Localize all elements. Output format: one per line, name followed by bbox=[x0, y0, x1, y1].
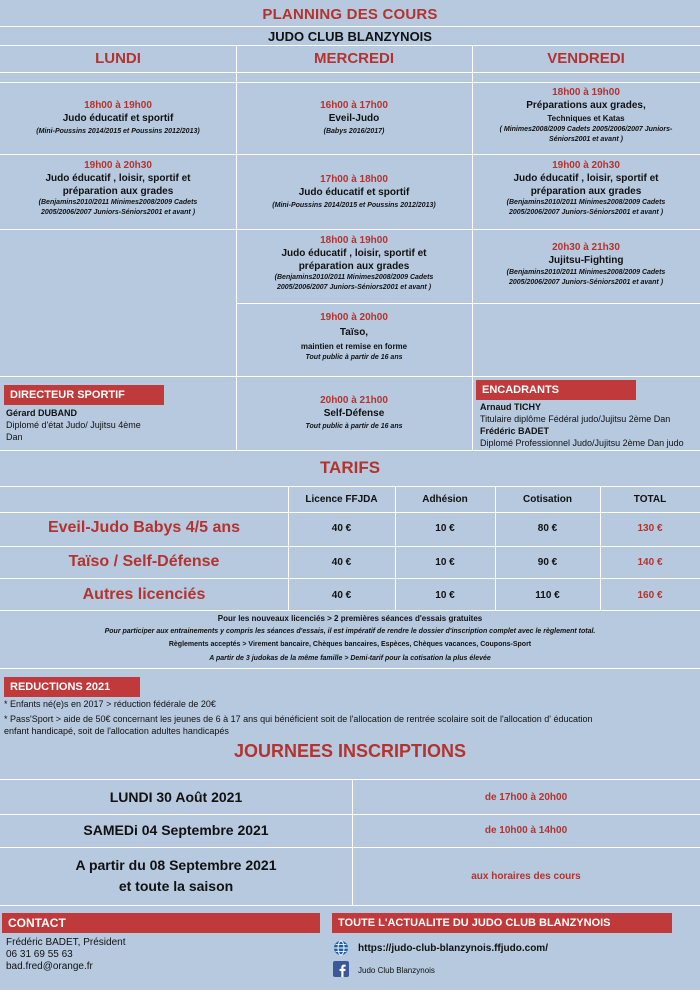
contact-info bbox=[6, 937, 126, 973]
slot-time: 16h00 à 17h00 bbox=[320, 100, 388, 111]
col-licence: Licence FFJDA bbox=[305, 494, 378, 505]
slot-ages: (Benjamins2010/2011 Minimes2008/2009 Cadets bbox=[274, 274, 434, 281]
slot-time: 19h00 à 20h30 bbox=[552, 160, 620, 171]
encadrant-desc: Titulaire diplôme Fédéral judo/Jujitsu 2ème Dan bbox=[480, 414, 671, 424]
encadrant-desc: Diplomé Professionnel Judo/Jujitsu 2ème Dan judo bbox=[480, 438, 684, 448]
divider bbox=[0, 546, 700, 547]
directeur-name: Gérard DUBAND bbox=[6, 408, 78, 418]
slot-vendredi-3 bbox=[472, 241, 700, 288]
slot-ages: (Benjamins2010/2011 Minimes2008/2009 Cadets bbox=[38, 199, 198, 206]
divider bbox=[0, 26, 700, 27]
slot-course: Techniques et Katas bbox=[547, 114, 625, 123]
slot-time: 17h00 à 18h00 bbox=[320, 174, 388, 185]
cell-adhesion: 10 € bbox=[435, 557, 455, 568]
slot-ages: (Mini-Poussins 2014/2015 et Poussins 2012/2013) bbox=[36, 128, 200, 135]
contact-email[interactable]: bad.fred@orange.fr bbox=[6, 961, 93, 972]
directeur-line: Dan bbox=[6, 432, 23, 442]
slot-course: Judo éducatif , loisir, sportif et bbox=[45, 173, 191, 184]
slot-ages: (Benjamins2010/2011 Minimes2008/2009 Cadets bbox=[506, 199, 666, 206]
grid-line bbox=[0, 450, 700, 451]
slot-course: préparation aux grades bbox=[530, 186, 642, 197]
slot-course: Préparations aux grades, bbox=[526, 100, 646, 111]
col-total: TOTAL bbox=[633, 494, 667, 505]
col-adhesion: Adhésion bbox=[422, 494, 468, 505]
slot-course: Judo éducatif et sportif bbox=[298, 187, 410, 198]
encadrants-info bbox=[480, 401, 684, 449]
slot-course: Taïso, bbox=[339, 327, 369, 338]
cell-licence: 40 € bbox=[331, 557, 352, 568]
day-mercredi: MERCREDI bbox=[313, 50, 394, 67]
slot-ages: Tout public à partir de 16 ans bbox=[305, 423, 403, 430]
cell-licence: 40 € bbox=[331, 523, 352, 534]
slot-vendredi-2 bbox=[472, 159, 700, 218]
cell-cotisation: 110 € bbox=[535, 590, 560, 601]
facebook-icon bbox=[333, 961, 349, 977]
divider bbox=[0, 578, 700, 579]
inscription-hours: de 17h00 à 20h00 bbox=[484, 792, 568, 803]
grid-line bbox=[0, 229, 700, 230]
slot-mercredi-3 bbox=[236, 234, 472, 293]
cell-adhesion: 10 € bbox=[435, 523, 455, 534]
slot-time: 19h00 à 20h30 bbox=[84, 160, 152, 171]
contact-phone: 06 31 69 55 63 bbox=[6, 949, 73, 960]
actualite-label: TOUTE L'ACTUALITE DU JUDO CLUB BLANZYNOIS bbox=[332, 913, 672, 933]
tarifs-title: TARIFS bbox=[319, 458, 381, 477]
slot-time: 20h00 à 21h00 bbox=[320, 395, 388, 406]
directeur-label: DIRECTEUR SPORTIF bbox=[4, 385, 164, 405]
website-link[interactable]: https://judo-club-blanzynois.ffjudo.com/ bbox=[358, 943, 548, 954]
slot-ages: (Benjamins2010/2011 Minimes2008/2009 Cadets bbox=[506, 269, 666, 276]
slot-course: Jujitsu-Fighting bbox=[548, 255, 624, 266]
cell-total: 160 € bbox=[637, 590, 663, 601]
inscription-date: A partir du 08 Septembre 2021 bbox=[75, 857, 277, 873]
inscriptions-title: JOURNEES INSCRIPTIONS bbox=[233, 741, 467, 761]
grid-line bbox=[472, 303, 700, 304]
directeur-line: Diplomé d'état Judo/ Jujitsu 4ème bbox=[6, 420, 141, 430]
slot-course: Judo éducatif , loisir, sportif et bbox=[513, 173, 659, 184]
day-vendredi: VENDREDI bbox=[547, 50, 625, 67]
slot-ages: (Mini-Poussins 2014/2015 et Poussins 2012/2013) bbox=[272, 202, 436, 209]
row-label: Eveil-Judo Babys 4/5 ans bbox=[47, 519, 241, 536]
slot-course: Judo éducatif , loisir, sportif et bbox=[281, 248, 427, 259]
col-cotisation: Cotisation bbox=[523, 494, 572, 505]
slot-course: préparation aux grades bbox=[298, 261, 410, 272]
slot-mercredi-1 bbox=[236, 99, 472, 137]
inscription-date: et toute la saison bbox=[118, 878, 234, 894]
slot-time: 19h00 à 20h00 bbox=[320, 312, 388, 323]
grid-line bbox=[236, 303, 472, 304]
tarifs-note: Pour les nouveaux licenciés > 2 premières séances d'essais gratuites bbox=[217, 614, 483, 623]
slot-ages: ( Minimes2008/2009 Cadets 2005/2006/2007 Juniors- bbox=[499, 126, 673, 133]
inscription-date: SAMEDi 04 Septembre 2021 bbox=[83, 822, 269, 838]
slot-time: 18h00 à 19h00 bbox=[320, 235, 388, 246]
row-label: Autres licenciés bbox=[82, 586, 206, 603]
slot-ages: 2005/2006/2007 Juniors-Séniors2001 et avant ) bbox=[508, 279, 664, 286]
divider bbox=[0, 512, 700, 513]
slot-time: 20h30 à 21h30 bbox=[552, 242, 620, 253]
slot-ages: Tout public à partir de 16 ans bbox=[305, 354, 403, 361]
cell-total: 140 € bbox=[637, 557, 663, 568]
slot-mercredi-4 bbox=[236, 311, 472, 363]
globe-icon bbox=[333, 940, 349, 956]
slot-lundi-2 bbox=[0, 159, 236, 218]
slot-mercredi-5 bbox=[236, 394, 472, 432]
encadrant-name: Frédéric BADET bbox=[480, 426, 550, 436]
cell-licence: 40 € bbox=[331, 590, 352, 601]
slot-ages: 2005/2006/2007 Juniors-Séniors2001 et avant ) bbox=[276, 284, 432, 291]
encadrants-label: ENCADRANTS bbox=[476, 380, 636, 400]
cell-cotisation: 90 € bbox=[537, 557, 558, 568]
divider bbox=[0, 847, 700, 848]
slot-course: Self-Défense bbox=[323, 408, 385, 419]
slot-course: préparation aux grades bbox=[62, 186, 174, 197]
divider bbox=[0, 610, 700, 611]
tarifs-note: A partir de 3 judokas de la même famille > Demi-tarif pour la cotisation la plus élevée bbox=[209, 655, 491, 662]
divider bbox=[0, 486, 700, 487]
slot-course: maintien et remise en forme bbox=[300, 342, 408, 351]
cell-total: 130 € bbox=[637, 523, 663, 534]
page-title: PLANNING DES COURS bbox=[262, 6, 438, 23]
encadrant-name: Arnaud TICHY bbox=[480, 402, 542, 412]
contact-label: CONTACT bbox=[2, 913, 320, 933]
directeur-info bbox=[6, 407, 141, 443]
inscription-date: LUNDI 30 Août 2021 bbox=[109, 789, 243, 805]
row-label: Taïso / Self-Défense bbox=[68, 553, 220, 570]
slot-ages: (Babys 2016/2017) bbox=[323, 128, 385, 135]
slot-course: Judo éducatif et sportif bbox=[62, 113, 174, 124]
divider bbox=[0, 82, 700, 83]
slot-lundi-1 bbox=[0, 99, 236, 137]
slot-time: 18h00 à 19h00 bbox=[552, 87, 620, 98]
divider bbox=[0, 779, 700, 780]
club-name: JUDO CLUB BLANZYNOIS bbox=[268, 29, 432, 44]
divider bbox=[0, 45, 700, 46]
grid-line bbox=[0, 376, 700, 377]
slot-course: Eveil-Judo bbox=[328, 113, 380, 124]
cell-adhesion: 10 € bbox=[435, 590, 455, 601]
slot-time: 18h00 à 19h00 bbox=[84, 100, 152, 111]
divider bbox=[0, 668, 700, 669]
reductions-item: * Enfants né(e)s en 2017 > réduction fédérale de 20€ bbox=[4, 699, 216, 709]
inscription-hours: de 10h00 à 14h00 bbox=[484, 825, 568, 836]
reductions-item: enfant handicapé, soit de l'allocation adultes handicapés bbox=[4, 726, 229, 736]
divider bbox=[0, 814, 700, 815]
day-lundi: LUNDI bbox=[95, 50, 141, 67]
contact-name: Frédéric BADET, Président bbox=[6, 937, 126, 948]
inscription-hours: aux horaires des cours bbox=[471, 871, 581, 882]
tarifs-note: Pour participer aux entrainements y compris les séances d'essais, il est impératif de rendre le dossier d'inscription complet avec le règlement total. bbox=[104, 628, 596, 635]
slot-vendredi-1 bbox=[472, 86, 700, 145]
slot-ages: 2005/2006/2007 Juniors-Séniors2001 et avant ) bbox=[508, 209, 664, 216]
slot-ages: Séniors2001 et avant ) bbox=[549, 136, 623, 143]
cell-cotisation: 80 € bbox=[537, 523, 558, 534]
slot-mercredi-2 bbox=[236, 173, 472, 211]
slot-ages: 2005/2006/2007 Juniors-Séniors2001 et avant ) bbox=[40, 209, 196, 216]
tarifs-note: Règlements acceptés > Virement bancaire, Chèques bancaires, Espèces, Chèques vacances, Coupons-Sport bbox=[168, 641, 532, 648]
facebook-link[interactable]: Judo Club Blanzynois bbox=[358, 966, 435, 975]
reductions-item: * Pass'Sport > aide de 50€ concernant les jeunes de 6 à 17 ans qui bénéficient soit de l'allocation de rentrée scolaire soit de l'allocation d' éducation bbox=[4, 714, 593, 724]
reductions-label: REDUCTIONS 2021 bbox=[4, 677, 140, 697]
divider bbox=[0, 905, 700, 906]
grid-line bbox=[0, 154, 700, 155]
divider bbox=[0, 72, 700, 73]
